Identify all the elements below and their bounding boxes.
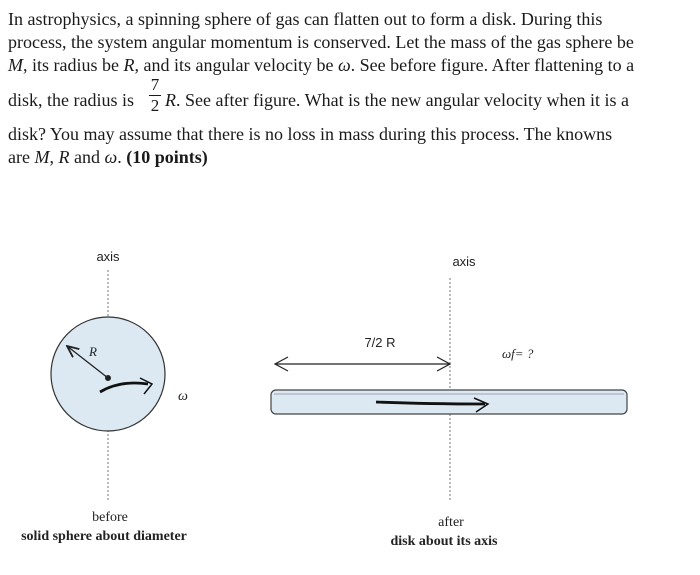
problem-line-5: disk? You may assume that there is no loss in mass during this process. The knowns (8, 124, 613, 144)
sphere (51, 317, 165, 431)
before-axis-label: axis (96, 249, 120, 264)
after-figure (271, 254, 627, 549)
sphere-center-dot (105, 375, 111, 381)
after-subcaption: disk about its axis (390, 534, 498, 549)
after-axis-label: axis (452, 254, 476, 269)
problem-line-3: M, its radius be R, and its angular velocity be ω. See before figure. After flattening to a (8, 55, 635, 75)
before-caption: before (92, 510, 128, 525)
var-R: R (123, 55, 135, 75)
problem-line-4: disk, the radius is 7 2 R. See after figure. What is the new angular velocity when it is a (8, 75, 630, 115)
disk-omega-label: ωf= ? (502, 346, 534, 361)
before-figure (21, 249, 188, 544)
disk-radius-label: 7/2 R (364, 335, 396, 350)
problem-line-6: are M, R and ω. (10 points) (8, 147, 208, 167)
sphere-omega-label: ω (178, 389, 188, 404)
problem-line-2: process, the system angular momentum is conserved. Let the mass of the gas sphere be (8, 32, 634, 52)
fraction-seven-halves: 7 2 (150, 75, 160, 115)
problem-line-1: In astrophysics, a spinning sphere of gas can flatten out to form a disk. During this (8, 9, 603, 29)
var-omega: ω (337, 55, 351, 75)
after-caption: after (438, 515, 464, 530)
sphere-radius-label: R (89, 344, 97, 359)
before-subcaption: solid sphere about diameter (21, 529, 187, 544)
points-label: (10 points) (126, 147, 208, 167)
var-M: M (8, 55, 23, 75)
